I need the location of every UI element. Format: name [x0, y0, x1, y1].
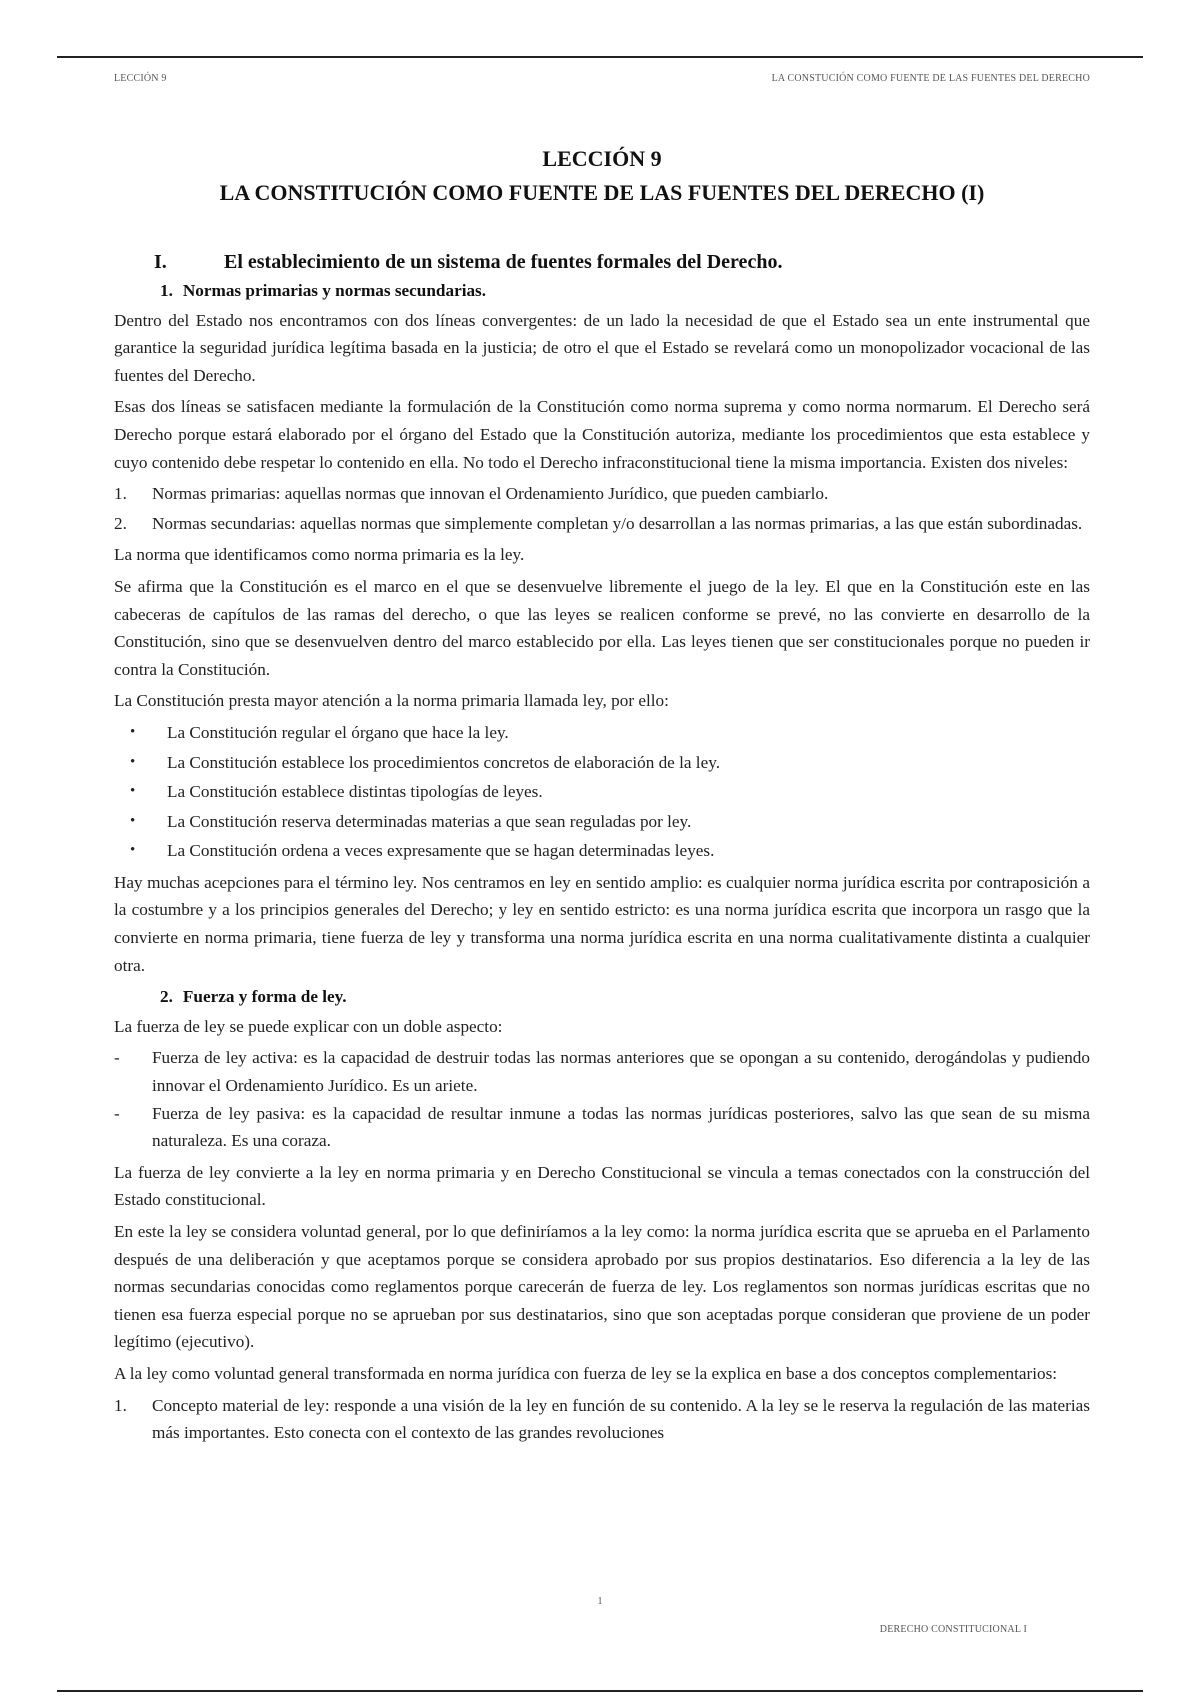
- list-item: [114, 480, 1090, 508]
- bullet-icon: •: [130, 783, 136, 800]
- bullet-item: [114, 749, 1090, 777]
- list-item-text: Concepto material de ley: responde a una visión de la ley en función de su contenido. A la ley se le reserva la regulación de las materias más importantes. Esto conecta con el contexto de las grandes revoluciones: [152, 1395, 1090, 1443]
- header-topic: LA CONSTUCIÓN COMO FUENTE DE LAS FUENTES DEL DERECHO: [771, 73, 1090, 84]
- document-body: [114, 248, 1090, 1451]
- paragraph: La fuerza de ley se puede explicar con un doble aspecto:: [114, 1016, 503, 1036]
- levels-list: [114, 480, 1090, 537]
- paragraph: Dentro del Estado nos encontramos con dos líneas convergentes: de un lado la necesidad de que el Estado sea un ente instrumental que garantice la seguridad jurídica legítima basada en la justicia; de otro el que el Estado se revelará como un monopolizador vocacional de las fuentes del Derecho.: [114, 310, 1090, 385]
- paragraph: A la ley como voluntad general transformada en norma jurídica con fuerza de ley se la explica en base a dos conceptos complementarios:: [114, 1363, 1058, 1383]
- bullet-icon: •: [130, 723, 136, 740]
- bullet-item: [114, 778, 1090, 806]
- section-heading: [114, 248, 1090, 276]
- dash-item: [114, 1100, 1090, 1155]
- subsection-number: 2.: [160, 987, 173, 1007]
- bottom-rule: [57, 1690, 1143, 1692]
- header-lesson: LECCIÓN 9: [114, 73, 167, 84]
- subsection-number: 1.: [160, 281, 173, 300]
- list-item: [114, 1392, 1090, 1447]
- subsection-heading: [160, 983, 1090, 1011]
- subsection-title: Normas primarias y normas secundarias.: [182, 281, 487, 300]
- list-marker: 1.: [114, 1395, 127, 1415]
- bullet-icon: •: [130, 753, 136, 770]
- bullet-item: [114, 837, 1090, 865]
- bullet-text: La Constitución ordena a veces expresamente que se hagan determinadas leyes.: [167, 841, 715, 861]
- dash-marker: -: [114, 1103, 120, 1123]
- bullet-item: [114, 808, 1090, 836]
- bullet-icon: •: [130, 812, 136, 829]
- page-number: 1: [597, 1596, 603, 1607]
- bullet-text: La Constitución establece los procedimientos concretos de elaboración de la ley.: [167, 752, 720, 772]
- paragraph: En este la ley se considera voluntad general, por lo que definiríamos a la ley como: la norma jurídica escrita que se aprueba en el Parlamento después de una deliberación y que aceptamos porque se considera aprobado por sus propios destinatarios. Eso diferencia a la ley de las normas secundarias conocidas como reglamentos porque carecerán de fuerza de ley. Los reglamentos son normas jurídicas escritas que no tienen esa fuerza especial porque no se aprueban por sus destinatarios, sino que son aceptadas porque consideran que proviene de un poder legítimo (ejecutivo).: [114, 1222, 1090, 1352]
- dash-text: Fuerza de ley pasiva: es la capacidad de resultar inmune a todas las normas jurídicas posteriores, salvo las que sean de su misma naturaleza. Es una coraza.: [152, 1103, 1090, 1151]
- document-title: [114, 142, 1090, 210]
- list-marker: 1.: [114, 484, 127, 504]
- list-item: [114, 510, 1090, 538]
- bullet-icon: •: [130, 842, 136, 859]
- paragraph: La norma que identificamos como norma primaria es la ley.: [114, 545, 525, 565]
- paragraph: Se afirma que la Constitución es el marco en el que se desenvuelve libremente el juego de la ley. El que en la Constitución este en las cabeceras de capítulos de las ramas del derecho, o que las leyes se realicen conforme se prevé, no las convierte en desarrollo de la Constitución, sino que se desenvuelven dentro del marco establecido por ella. Las leyes tienen que ser constitucionales porque no pueden ir contra la Constitución.: [114, 576, 1090, 679]
- bullet-list: [114, 719, 1090, 865]
- bullet-text: La Constitución regular el órgano que hace la ley.: [167, 722, 509, 742]
- bullet-text: La Constitución reserva determinadas materias a que sean reguladas por ley.: [167, 811, 692, 831]
- paragraph: La Constitución presta mayor atención a la norma primaria llamada ley, por ello:: [114, 691, 669, 711]
- section-number: I.: [154, 251, 167, 273]
- dash-item: [114, 1044, 1090, 1099]
- paragraph: Hay muchas acepciones para el término ley. Nos centramos en ley en sentido amplio: es cualquier norma jurídica escrita por contraposición a la costumbre y a los principios generales del Derecho; y ley en sentido estricto: es una norma jurídica escrita que incorpora un rasgo que la convierte en norma primaria, tiene fuerza de ley y transforma una norma jurídica escrita en una norma cualitativamente distinta a cualquier otra.: [114, 872, 1090, 975]
- subsection-heading: [160, 277, 1090, 305]
- list-marker: 2.: [114, 513, 127, 533]
- lesson-subtitle: LA CONSTITUCIÓN COMO FUENTE DE LAS FUENTES DEL DERECHO (I): [219, 180, 985, 205]
- footer-course: DERECHO CONSTITUCIONAL I: [879, 1624, 1027, 1635]
- top-rule: [57, 56, 1143, 58]
- concepts-list: [114, 1392, 1090, 1447]
- list-item-text: Normas secundarias: aquellas normas que simplemente completan y/o desarrollan a las normas primarias, a las que están subordinadas.: [152, 513, 1083, 533]
- dash-list: [114, 1044, 1090, 1154]
- section-title: El establecimiento de un sistema de fuentes formales del Derecho.: [224, 251, 783, 273]
- dash-marker: -: [114, 1048, 120, 1068]
- paragraph: Esas dos líneas se satisfacen mediante la formulación de la Constitución como norma suprema y como norma normarum. El Derecho será Derecho porque estará elaborado por el órgano del Estado que la Constitución autoriza, mediante los procedimientos que esta establece y cuyo contenido debe respetar lo contenido en ella. No todo el Derecho infraconstitucional tiene la misma importancia. Existen dos niveles:: [114, 397, 1090, 472]
- list-item-text: Normas primarias: aquellas normas que innovan el Ordenamiento Jurídico, que pueden cambiarlo.: [152, 484, 829, 504]
- paragraph: La fuerza de ley convierte a la ley en norma primaria y en Derecho Constitucional se vincula a temas conectados con la construcción del Estado constitucional.: [114, 1162, 1090, 1210]
- lesson-title: LECCIÓN 9: [542, 146, 662, 171]
- bullet-item: [114, 719, 1090, 747]
- dash-text: Fuerza de ley activa: es la capacidad de destruir todas las normas anteriores que se opongan a su contenido, derogándolas y pudiendo innovar el Ordenamiento Jurídico. Es un ariete.: [152, 1048, 1090, 1096]
- subsection-title: Fuerza y forma de ley.: [182, 987, 347, 1007]
- bullet-text: La Constitución establece distintas tipologías de leyes.: [167, 782, 543, 802]
